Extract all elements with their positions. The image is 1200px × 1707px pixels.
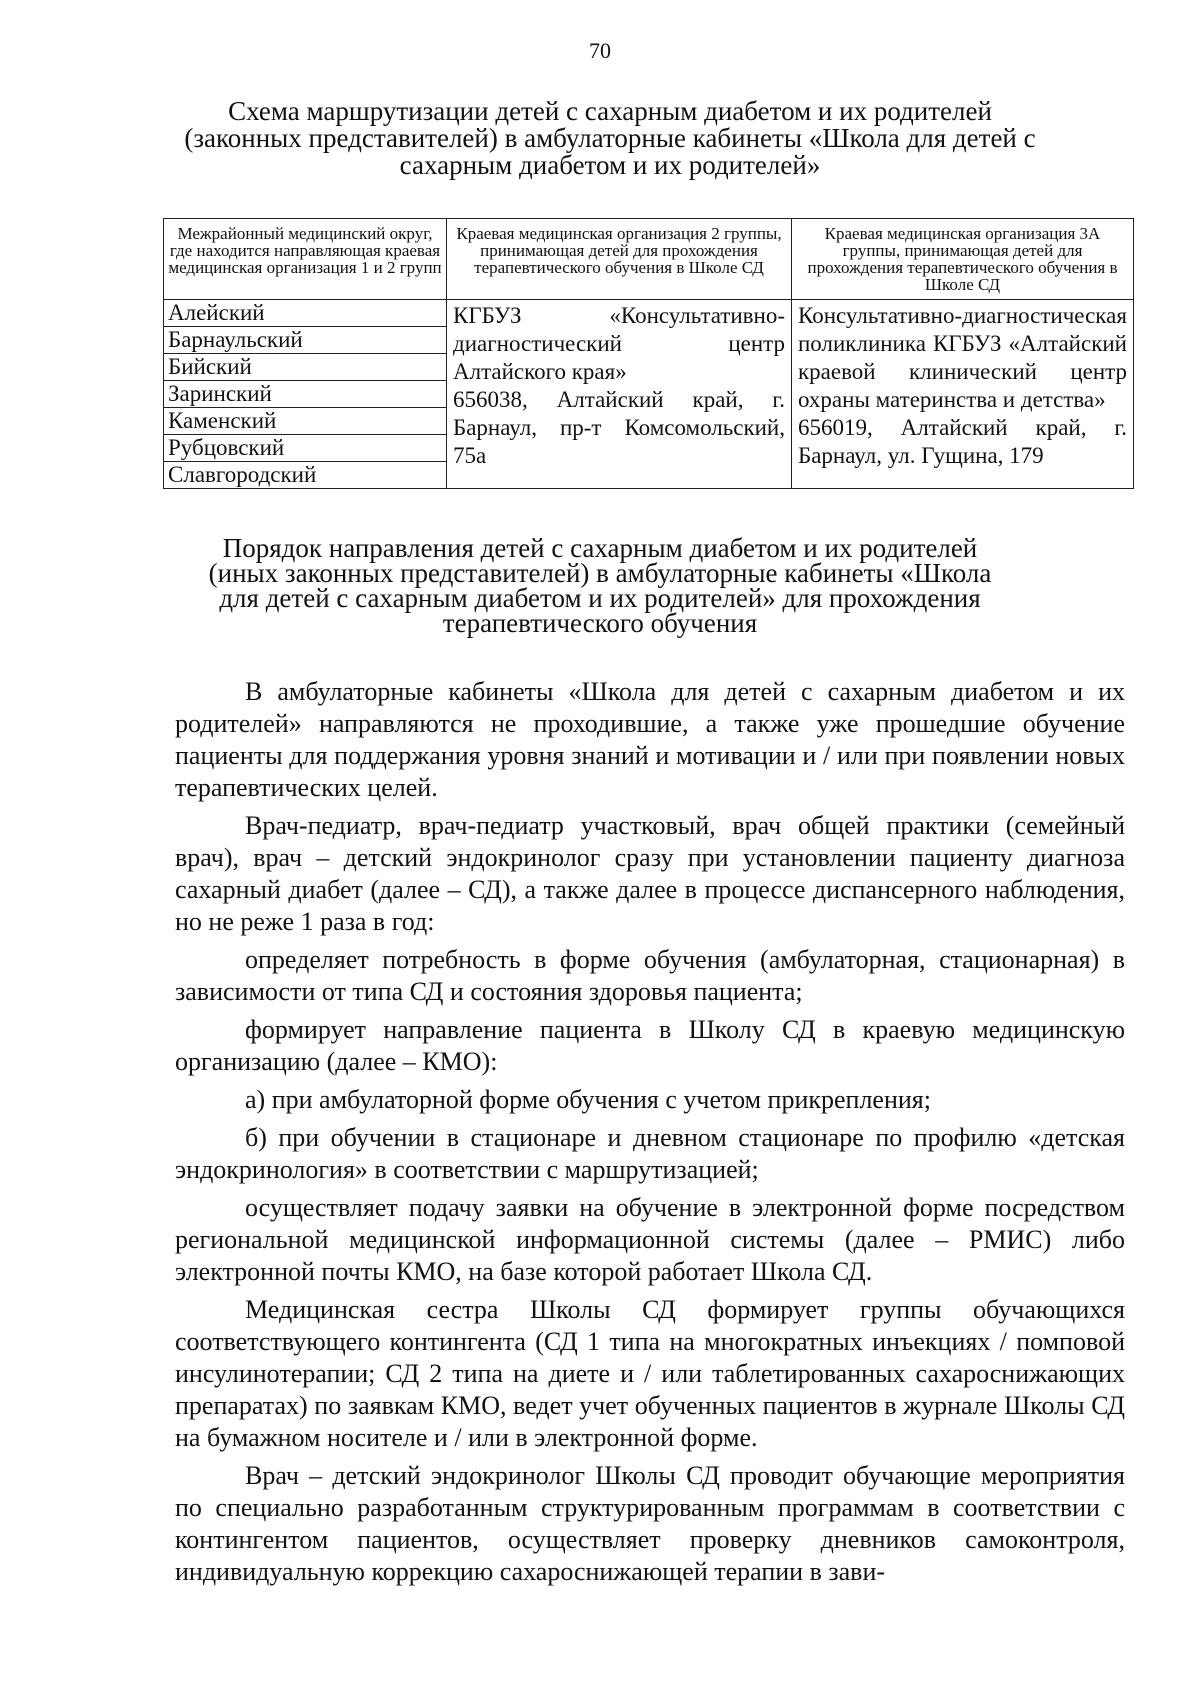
paragraph: В амбулаторные кабинеты «Школа для детей с сахарным диабетом и их родителей» направляются не проходившие, а также уже прошедшие обучение пациенты для поддержания уровня знаний и мотивации и / или при появлении новых терапевтических целей. xyxy=(175,677,1125,802)
district-cell: Славгородский xyxy=(164,462,447,489)
paragraph: Медицинская сестра Школы СД формирует группы обучающихся соответствующего контингента (СД 1 типа на многократных инъекциях / помповой инсулинотерапии; СД 2 типа на диете и / или таблетированных сахароснижающих препаратах) по заявкам КМО, ведет учет обученных пациентов в журнале Школы СД на бумажном носителе и / или в электронной форме. xyxy=(175,1295,1125,1452)
org-group-2-address: 656038, Алтайский край, г. Барнаул, пр-т Комсомольский, 75а xyxy=(453,387,785,468)
routing-table xyxy=(163,218,1134,489)
district-cell: Заринский xyxy=(164,381,447,408)
org-group-3a-address: 656019, Алтайский край, г. Барнаул, ул. Гущина, 179 xyxy=(798,415,1127,468)
paragraph: Врач-педиатр, врач-педиатр участковый, врач общей практики (семейный врач), врач – детский эндокринолог сразу при установлении пациенту диагноза сахарный диабет (далее – СД), а также далее в процессе диспансерного наблюдения, но не реже 1 раза в год: xyxy=(175,811,1125,936)
paragraph: Врач – детский эндокринолог Школы СД проводит обучающие мероприятия по специально разработанным структурированным программам в соответствии с контингентом пациентов, осуществляет проверку дневников самоконтроля, индивидуальную коррекцию сахароснижающей терапии в зави- xyxy=(175,1461,1125,1586)
district-cell: Алейский xyxy=(164,300,447,327)
table-row xyxy=(164,300,1134,327)
body-text xyxy=(175,676,1125,1594)
paragraph: формирует направление пациента в Школу СД в краевую медицинскую организацию (далее – КМО): xyxy=(175,1015,1125,1076)
table-header-row xyxy=(164,219,1134,300)
header-district: Межрайонный медицинский округ, где находится направляющая краевая медицинская организация 1 и 2 групп xyxy=(164,219,447,300)
org-group-2-cell xyxy=(447,300,792,489)
section-subtitle: Порядок направления детей с сахарным диабетом и их родителей (иных законных представителей) в амбулаторные кабинеты «Школа для детей с сахарным диабетом и их родителей» для прохождения терапевтического обучения xyxy=(208,533,992,638)
org-group-3a-cell xyxy=(792,300,1134,489)
org-group-3a-name: Консультативно-диагностическая поликлиника КГБУЗ «Алтайский краевой клинический центр охраны материнства и детства» xyxy=(798,303,1127,412)
page-number: 70 xyxy=(589,38,611,63)
paragraph: а) при амбулаторной форме обучения с учетом прикрепления; xyxy=(245,1085,931,1114)
document-title: Схема маршрутизации детей с сахарным диабетом и их родителей (законных представителей) в амбулаторные кабинеты «Школа для детей с сахарным диабетом и их родителей» xyxy=(184,96,1036,180)
paragraph: определяет потребность в форме обучения (амбулаторная, стационарная) в зависимости от типа СД и состояния здоровья пациента; xyxy=(175,945,1125,1006)
org-group-2-name: КГБУЗ «Консультативно-диагностический центр Алтайского края» xyxy=(453,303,785,384)
header-org-group-2: Краевая медицинская организация 2 группы, принимающая детей для прохождения терапевтического обучения в Школе СД xyxy=(447,219,792,300)
header-org-group-3a: Краевая медицинская организация 3А группы, принимающая детей для прохождения терапевтического обучения в Школе СД xyxy=(792,219,1134,300)
district-cell: Каменский xyxy=(164,408,447,435)
district-cell: Барнаульский xyxy=(164,327,447,354)
district-cell: Бийский xyxy=(164,354,447,381)
paragraph: б) при обучении в стационаре и дневном стационаре по профилю «детская эндокринология» в соответствии с маршрутизацией; xyxy=(175,1123,1125,1184)
paragraph: осуществляет подачу заявки на обучение в электронной форме посредством региональной медицинской информационной системы (далее – РМИС) либо электронной почты КМО, на базе которой работает Школа СД. xyxy=(175,1193,1125,1286)
district-cell: Рубцовский xyxy=(164,435,447,462)
